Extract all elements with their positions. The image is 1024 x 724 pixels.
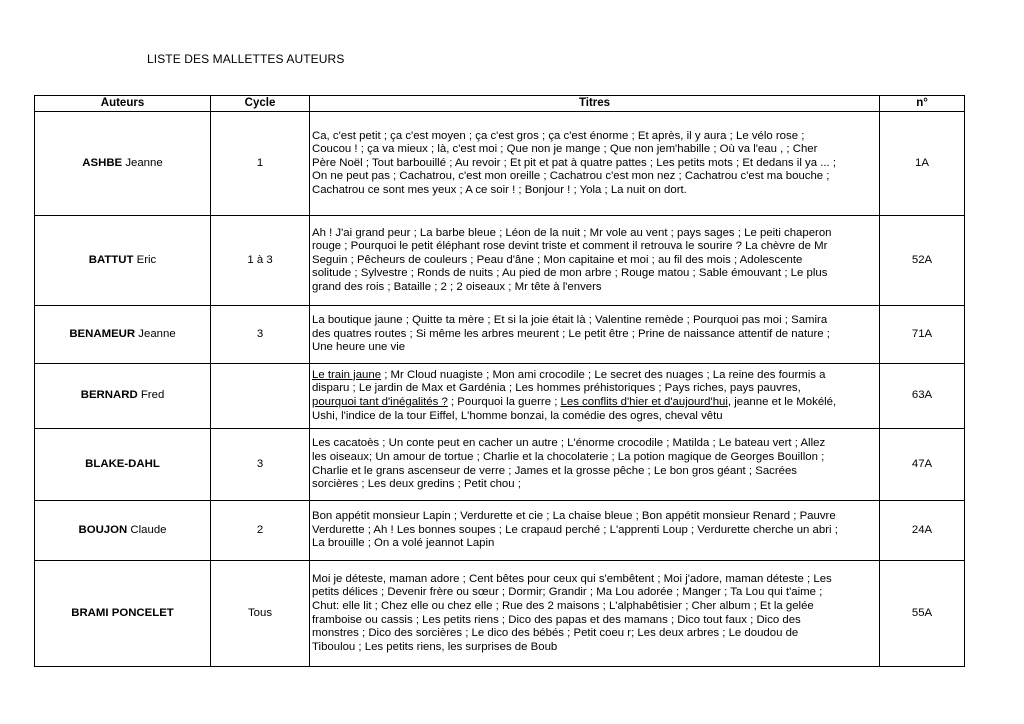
titles-line: framboise ou cassis ; Les petits riens ; Dico des papas et des mamans ; Dico tout faux ; Dico des — [312, 613, 801, 626]
number-cell: 63A — [880, 364, 965, 429]
table-row — [35, 306, 965, 364]
titles-cell — [310, 216, 880, 306]
table-row — [35, 112, 965, 216]
titles-line: sorcières ; Les deux gredins ; Petit chou ; — [312, 478, 521, 491]
titles-line — [312, 369, 877, 383]
number-cell: 1A — [880, 112, 965, 216]
underlined-title: pourquoi tant d'inégalités ? — [312, 396, 448, 408]
titles-cell — [310, 364, 880, 429]
titles-line: solitude ; Sylvestre ; Ronds de nuits ; Au pied de mon arbre ; Rouge matou ; Sable émouvant ; Le plus — [312, 267, 828, 280]
titles-line: grand des rois ; Bataille ; 2 ; 2 oiseaux ; Mr tête à l'envers — [312, 280, 602, 293]
column-header-titles: Titres — [310, 96, 880, 112]
author-last-name: BRAMI PONCELET — [71, 606, 174, 619]
titles-cell — [310, 306, 880, 364]
page-title: LISTE DES MALLETTES AUTEURS — [147, 52, 345, 66]
author-cell — [35, 364, 211, 429]
titles-line: Ushi, l'indice de la tour Eiffel, L'homme bonzai, la comédie des ogres, cheval vêtu — [312, 409, 723, 422]
titles-cell — [310, 561, 880, 667]
titles-line: des quatres routes ; Si même les arbres meurent ; Le petit être ; Prine de naissance attentif de nature ; — [312, 327, 830, 340]
titles-line: Bon appétit monsieur Lapin ; Verdurette et cie ; La chaise bleue ; Bon appétit monsieur Renard ; Pauvre — [312, 510, 836, 523]
titles-line: Ca, c'est petit ; ça c'est moyen ; ça c'est gros ; ça c'est énorme ; Et après, il y aura ; Le vélo rose ; — [312, 129, 805, 142]
titles-line: La brouille ; On a volé jeannot Lapin — [312, 537, 495, 550]
titles-text: ; Pourquoi la guerre ; — [447, 396, 561, 408]
titles-line — [312, 396, 877, 410]
cycle-cell: Tous — [211, 561, 310, 667]
author-last-name: BOUJON — [78, 523, 128, 536]
titles-line: La boutique jaune ; Quitte ta mère ; Et si la joie était là ; Valentine remède ; Pourquoi pas moi ; Samira — [312, 314, 828, 327]
author-first-name: Fred — [137, 389, 165, 402]
titles-line: On ne peut pas ; Cachatrou, c'est mon oreille ; Cachatrou c'est mon nez ; Cachatrou c'est ma bouche ; — [312, 170, 830, 183]
titles-cell — [310, 429, 880, 501]
titles-line: disparu ; Le jardin de Max et Gardénia ; Les hommes préhistoriques ; Pays riches, pays pauvres, — [312, 382, 801, 395]
author-last-name: BERNARD — [80, 389, 138, 402]
titles-line: Charlie et le grans ascenseur de verre ; James et la grosse pêche ; Le bon gros géant ; Sacrées — [312, 464, 798, 477]
author-cell — [35, 501, 211, 561]
table-header-row — [35, 96, 965, 112]
author-last-name: BENAMEUR — [69, 327, 136, 340]
column-header-cycle: Cycle — [211, 96, 310, 112]
titles-line: Père Noël ; Tout barbouillé ; Au revoir ; Et pit et pat à quatre pattes ; Les petits mots ; Et dedans il ya ... ; — [312, 156, 837, 169]
author-first-name: Jeanne — [122, 156, 163, 169]
cycle-cell: 1 — [211, 112, 310, 216]
number-cell: 55A — [880, 561, 965, 667]
author-cell — [35, 429, 211, 501]
author-last-name: BLAKE-DAHL — [85, 457, 160, 470]
author-cell — [35, 216, 211, 306]
underlined-title: Les conflits d'hier et d'aujourd'hui — [560, 396, 728, 408]
titles-line: Seguin ; Pêcheurs de couleurs ; Peau d'âne ; Mon capitaine et moi ; au fil des mois ; Adolescente — [312, 253, 803, 266]
author-last-name: ASHBE — [82, 156, 123, 169]
titles-cell — [310, 501, 880, 561]
titles-text: , jeanne et le Mokélé, — [727, 396, 837, 408]
author-first-name: Jeanne — [135, 327, 176, 340]
authors-table — [34, 95, 965, 667]
titles-line: les oiseaux; Un amour de tortue ; Charlie et la chocolaterie ; La potion magique de Georges Bouillon ; — [312, 450, 825, 463]
table-row — [35, 364, 965, 429]
titles-line: Tiboulou ; Les petits riens, les surprises de Boub — [312, 640, 558, 653]
cycle-cell: 2 — [211, 501, 310, 561]
table-row — [35, 216, 965, 306]
cycle-cell — [211, 364, 310, 429]
titles-cell — [310, 112, 880, 216]
titles-text: ; Mr Cloud nuagiste ; Mon ami crocodile ; Le secret des nuages ; La reine des fourmis a — [381, 368, 826, 381]
titles-line: Ah ! J'ai grand peur ; La barbe bleue ; Léon de la nuit ; Mr vole au vent ; pays sages ; Le peiti chaperon — [312, 226, 832, 239]
titles-line: rouge ; Pourquoi le petit éléphant rose devint triste et comment il retrouva le sourire ? La chèvre de Mr — [312, 240, 828, 253]
titles-line: Chut: elle lit ; Chez elle ou chez elle ; Rue des 2 maisons ; L'alphabêtisier ; Cher album ; Et la gelée — [312, 599, 814, 612]
table-row — [35, 501, 965, 561]
column-header-authors: Auteurs — [35, 96, 211, 112]
cycle-cell: 3 — [211, 306, 310, 364]
author-first-name: Eric — [133, 253, 157, 266]
author-cell — [35, 112, 211, 216]
cycle-cell: 1 à 3 — [211, 216, 310, 306]
titles-line: Coucou ! ; ça va mieux ; là, c'est moi ; Que non je mange ; Que non jem'habille ; Où va l'eau , ; Cher — [312, 143, 818, 156]
author-cell — [35, 306, 211, 364]
number-cell: 24A — [880, 501, 965, 561]
titles-line: Moi je déteste, maman adore ; Cent bêtes pour ceux qui s'embêtent ; Moi j'adore, maman déteste ; Les — [312, 572, 832, 585]
number-cell: 52A — [880, 216, 965, 306]
author-cell — [35, 561, 211, 667]
titles-line: Les cacatoès ; Un conte peut en cacher un autre ; L'énorme crocodile ; Matilda ; Le bateau vert ; Allez — [312, 437, 826, 450]
titles-line: monstres ; Dico des sorcières ; Le dico des bébés ; Petit coeu r; Les deux arbres ; Le doudou de — [312, 627, 799, 640]
number-cell: 47A — [880, 429, 965, 501]
author-last-name: BATTUT — [88, 253, 134, 266]
table-row — [35, 561, 965, 667]
column-header-number: n° — [880, 96, 965, 112]
author-first-name: Claude — [127, 523, 167, 536]
titles-line: Une heure une vie — [312, 341, 406, 354]
table-row — [35, 429, 965, 501]
titles-line: Cachatrou ce sont mes yeux ; A ce soir ! ; Bonjour ! ; Yola ; La nuit on dort. — [312, 183, 687, 196]
number-cell: 71A — [880, 306, 965, 364]
cycle-cell: 3 — [211, 429, 310, 501]
titles-line: petits délices ; Devenir frère ou sœur ; Dormir; Grandir ; Ma Lou adorée ; Manger ; Ta Lou qui t'aime ; — [312, 586, 823, 599]
titles-line: Verdurette ; Ah ! Les bonnes soupes ; Le crapaud perché ; L'apprenti Loup ; Verdurette cherche un abri ; — [312, 523, 838, 536]
underlined-title: Le train jaune — [312, 368, 382, 381]
